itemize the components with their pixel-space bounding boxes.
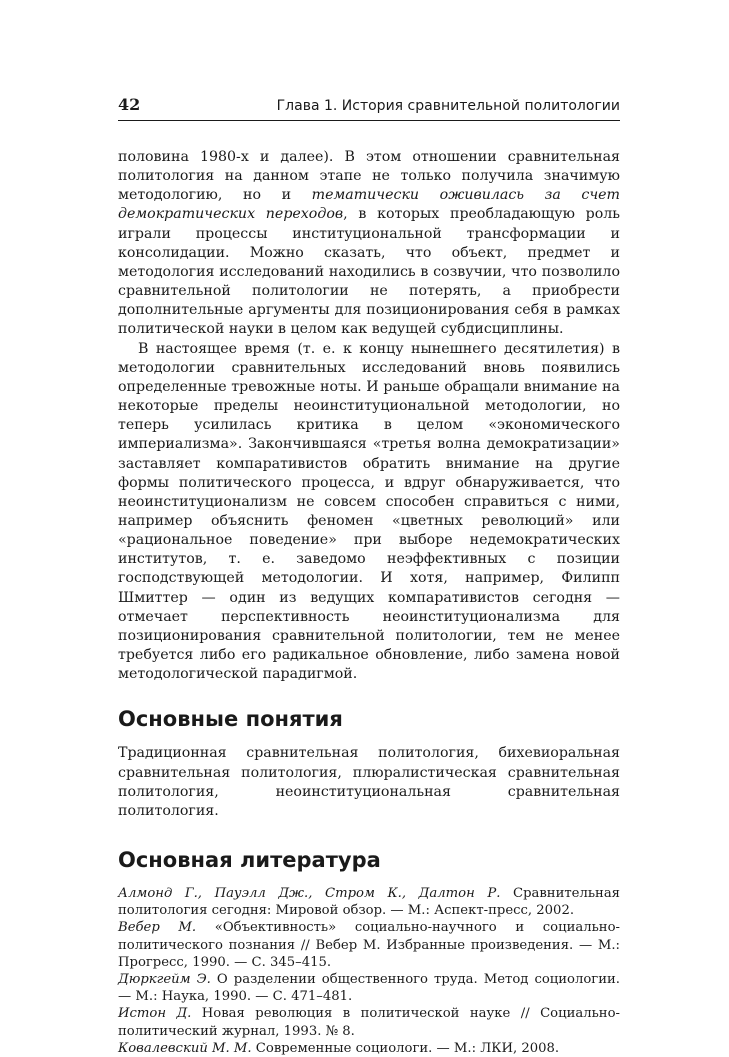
running-header: [118, 95, 620, 121]
literature-heading: Основная литература: [118, 848, 381, 872]
literature-author: Ковалевский М. М.: [118, 1040, 252, 1056]
body-text: [118, 148, 620, 684]
literature-reference: Современные социологи. — М.: ЛКИ, 2008.: [251, 1040, 560, 1056]
paragraph-1-emphasis: тематически оживилась за счет демократических переходов: [118, 187, 620, 223]
literature-item: [118, 1040, 620, 1057]
literature-item: [118, 1005, 620, 1039]
literature-item: [118, 919, 620, 971]
literature-reference: О разделении общественного труда. Метод социологии. — М.: Наука, 1990. — С. 471–481.: [118, 972, 620, 1005]
literature-author: Вебер М.: [118, 920, 197, 936]
paragraph-2: В настоящее время (т. е. к концу нынешнего десятилетия) в методологии сравнительных исследований вновь появились определенные тревожные ноты. И раньше обращали внимание на некоторые пределы неоинституциональной методологии, но теперь усилилась критика в целом «экономического империализма». Закончившаяся «третья волна демократизации» заставляет компаративистов обратить внимание на другие формы политического процесса, и вдруг обнаруживается, что неоинституционализм не совсем способен справиться с ними, например объяснить феномен «цветных революций» или «рациональное поведение» при выборе недемократических институтов, т. е. заведомо неэффективных с позиции господствующей методологии. И хотя, например, Филипп Шмиттер — один из ведущих компаративистов сегодня — отмечает перспективность неоинституционализма для позиционирования сравнительной политологии, тем не менее требуется либо его радикальное обновление, либо замена новой методологической парадигмой.: [118, 340, 620, 683]
concepts-section: [118, 706, 620, 821]
paragraph-1-end: , в которых преобладающую роль играли процессы институциональной трансформации и консолидации. Можно сказать, что объект, предмет и методология исследований находились в созвучии, что позволило сравнительной политологии не потерять, а приобрести дополнительные аргументы для позиционирования себя в рамках политической науки в целом как ведущей субдисциплины.: [118, 206, 621, 338]
literature-author: Алмонд Г., Пауэлл Дж., Стром К., Далтон Р.: [118, 886, 501, 901]
literature-item: [118, 885, 620, 919]
literature-reference: «Объективность» социально-научного и социально-политического познания // Вебер М. Избранные произведения. — М.: Прогресс, 1990. — С. 345–415.: [118, 920, 620, 970]
concepts-heading: Основные понятия: [118, 707, 343, 732]
book-page: [118, 95, 620, 1057]
paragraph-1-start: половина 1980-х и далее). В этом отношении сравнительная политология на данном этапе не только получила значимую методологию, но и: [118, 149, 620, 204]
chapter-title: Глава 1. История сравнительной политологии: [276, 98, 620, 114]
literature-author: Истон Д.: [118, 1006, 192, 1022]
concepts-text: Традиционная сравнительная политология, бихевиоральная сравнительная политология, плюралистическая сравнительная политология, неоинституциональная сравнительная политология.: [118, 745, 620, 819]
paragraph-1: [118, 148, 620, 340]
literature-reference: Новая революция в политической науке // Социально-политический журнал, 1993. № 8.: [118, 1006, 620, 1039]
page-number: 42: [118, 95, 141, 114]
literature-reference: Сравнительная политология сегодня: Мировой обзор. — М.: Аспект-пресс, 2002.: [118, 886, 621, 919]
literature-section: [118, 847, 620, 1057]
literature-author: Дюркгейм Э.: [118, 972, 211, 988]
literature-item: [118, 971, 620, 1005]
literature-list: [118, 885, 620, 1057]
